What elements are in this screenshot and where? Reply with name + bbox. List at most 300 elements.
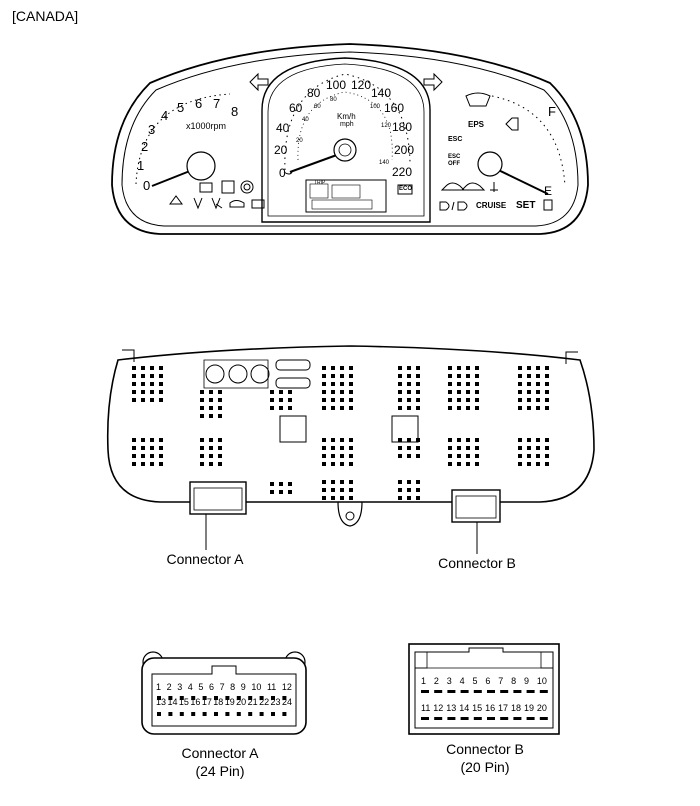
fuel-empty-label: E — [544, 184, 553, 198]
pin-number: 7 — [219, 682, 225, 692]
circuit-dot — [466, 382, 470, 386]
circuit-dot — [288, 390, 292, 394]
circuit-dot — [518, 454, 522, 458]
circuit-dot — [141, 438, 145, 442]
circuit-dot — [132, 398, 136, 402]
connector-b-body — [409, 644, 559, 734]
circuit-dot — [457, 438, 461, 442]
circuit-dot — [141, 454, 145, 458]
circuit-dot — [218, 390, 222, 394]
circuit-dot — [150, 398, 154, 402]
circuit-dot — [340, 462, 344, 466]
circuit-dot — [536, 446, 540, 450]
speedometer-hub — [334, 139, 356, 161]
circuit-dot — [218, 406, 222, 410]
fuel-full-label: F — [548, 104, 556, 119]
pin-slot — [225, 712, 229, 716]
pin-number: 6 — [208, 682, 214, 692]
pin-slot — [180, 696, 184, 700]
circuit-dot — [132, 366, 136, 370]
circuit-dot — [448, 454, 452, 458]
speed-tick-label: 120 — [351, 78, 372, 92]
circuit-dot — [457, 374, 461, 378]
circuit-dot — [457, 454, 461, 458]
circuit-dot — [141, 390, 145, 394]
pin-slot — [191, 712, 195, 716]
circuit-dot — [322, 382, 326, 386]
circuit-dot — [416, 390, 420, 394]
pin-slot — [527, 690, 535, 693]
circuit-dot — [448, 366, 452, 370]
tach-tick-label: 6 — [195, 96, 203, 111]
pin-slot — [447, 690, 455, 693]
circuit-dot — [448, 374, 452, 378]
circuit-dot — [322, 406, 326, 410]
pin-slot — [260, 712, 264, 716]
pin-number: 18 — [511, 703, 522, 713]
pin-number: 23 — [270, 697, 281, 707]
speed-tick-label: 80 — [307, 86, 321, 100]
circuit-dot — [466, 454, 470, 458]
pin-number: 20 — [536, 703, 547, 713]
circuit-dot — [331, 496, 335, 500]
circuit-dot — [448, 398, 452, 402]
circuit-dot — [331, 406, 335, 410]
pin-slot — [540, 690, 548, 693]
pin-slot — [168, 712, 172, 716]
esc-label: ESC — [448, 136, 463, 143]
circuit-dot — [448, 438, 452, 442]
circuit-dot — [398, 454, 402, 458]
pin-number: 5 — [472, 676, 478, 686]
circuit-dot — [536, 366, 540, 370]
circuit-dot — [398, 382, 402, 386]
esc-off-label-line1: ESC — [448, 154, 461, 160]
connector-b-subtitle: (20 Pin) — [460, 759, 510, 775]
eco-label: ECO — [399, 186, 413, 192]
pin-number: 19 — [224, 697, 235, 707]
circuit-dot — [518, 446, 522, 450]
circuit-dot — [545, 438, 549, 442]
circuit-dot — [279, 482, 283, 486]
circuit-dot — [218, 414, 222, 418]
circuit-dot — [349, 406, 353, 410]
pin-number: 8 — [511, 676, 517, 686]
circuit-dot — [416, 496, 420, 500]
circuit-dot — [209, 414, 213, 418]
pin-number: 4 — [187, 682, 193, 692]
circuit-dot — [398, 390, 402, 394]
circuit-dot — [340, 390, 344, 394]
circuit-dot — [475, 366, 479, 370]
circuit-dot — [475, 374, 479, 378]
circuit-dot — [545, 406, 549, 410]
circuit-dot — [466, 390, 470, 394]
circuit-dot — [536, 382, 540, 386]
circuit-dot — [159, 438, 163, 442]
circuit-dot — [398, 496, 402, 500]
pin-number: 20 — [236, 697, 247, 707]
pin-number: 16 — [190, 697, 201, 707]
pin-slot — [434, 690, 442, 693]
circuit-dot — [398, 446, 402, 450]
tach-tick-label: 2 — [141, 139, 149, 154]
speed-tick-label: 40 — [276, 121, 290, 135]
circuit-dot — [448, 462, 452, 466]
pin-number: 9 — [240, 682, 246, 692]
pin-slot — [474, 690, 482, 693]
circuit-dot — [322, 496, 326, 500]
circuit-dot — [416, 374, 420, 378]
pin-number: 10 — [536, 676, 547, 686]
circuit-dot — [150, 454, 154, 458]
circuit-dot — [331, 382, 335, 386]
pin-slot — [447, 717, 455, 720]
circuit-dot — [322, 488, 326, 492]
circuit-dot — [322, 390, 326, 394]
circuit-dot — [349, 496, 353, 500]
circuit-dot — [322, 480, 326, 484]
circuit-dot — [331, 454, 335, 458]
circuit-dot — [200, 446, 204, 450]
circuit-dot — [398, 398, 402, 402]
circuit-dot — [340, 488, 344, 492]
circuit-dot — [279, 398, 283, 402]
circuit-dot — [159, 446, 163, 450]
pin-number: 16 — [485, 703, 496, 713]
circuit-dot — [340, 398, 344, 402]
circuit-dot — [518, 438, 522, 442]
circuit-dot — [218, 446, 222, 450]
pin-number: 8 — [230, 682, 236, 692]
pin-slot — [157, 696, 161, 700]
tach-tick-label: 5 — [177, 100, 185, 115]
pin-slot — [271, 696, 275, 700]
circuit-dot — [407, 390, 411, 394]
pin-number: 11 — [266, 682, 277, 692]
circuit-dot — [398, 406, 402, 410]
circuit-dot — [141, 398, 145, 402]
pin-slot — [527, 717, 535, 720]
circuit-dot — [545, 446, 549, 450]
circuit-dot — [466, 374, 470, 378]
circuit-dot — [545, 382, 549, 386]
circuit-dot — [132, 390, 136, 394]
cluster-rear-view — [0, 330, 700, 570]
connector-a-face — [130, 640, 310, 740]
circuit-dot — [536, 462, 540, 466]
circuit-dot — [466, 366, 470, 370]
circuit-dot — [466, 438, 470, 442]
circuit-dot — [209, 446, 213, 450]
pin-slot — [282, 696, 286, 700]
circuit-dot — [536, 398, 540, 402]
pin-slot — [237, 712, 241, 716]
circuit-dot — [270, 406, 274, 410]
pin-slot — [513, 690, 521, 693]
circuit-dot — [279, 490, 283, 494]
circuit-dot — [457, 398, 461, 402]
circuit-dot — [279, 406, 283, 410]
circuit-dot — [209, 462, 213, 466]
circuit-dot — [340, 438, 344, 442]
circuit-dot — [349, 488, 353, 492]
tachometer-hub — [187, 152, 215, 180]
circuit-dot — [527, 390, 531, 394]
pin-slot — [500, 690, 508, 693]
circuit-dot — [141, 382, 145, 386]
circuit-dot — [457, 406, 461, 410]
circuit-dot — [457, 390, 461, 394]
pin-number: 6 — [485, 676, 491, 686]
circuit-dot — [150, 438, 154, 442]
circuit-dot — [340, 406, 344, 410]
pin-slot — [500, 717, 508, 720]
circuit-dot — [322, 462, 326, 466]
connector-b-face — [405, 640, 565, 740]
circuit-dot — [349, 438, 353, 442]
circuit-dot — [448, 382, 452, 386]
circuit-dot — [475, 406, 479, 410]
circuit-dot — [518, 406, 522, 410]
circuit-dot — [270, 390, 274, 394]
tach-tick-label: 4 — [161, 108, 169, 123]
pin-number: 2 — [166, 682, 172, 692]
circuit-dot — [407, 496, 411, 500]
tach-tick-label: 3 — [148, 122, 156, 137]
rear-connector-a — [190, 482, 246, 514]
circuit-dot — [349, 374, 353, 378]
pin-number: 17 — [498, 703, 509, 713]
circuit-dot — [340, 382, 344, 386]
circuit-dot — [349, 454, 353, 458]
circuit-dot — [475, 390, 479, 394]
circuit-dot — [407, 438, 411, 442]
pin-number: 21 — [247, 697, 258, 707]
circuit-dot — [340, 480, 344, 484]
pin-number: 1 — [156, 682, 162, 692]
pin-number: 17 — [201, 697, 212, 707]
speed-inner-tick-label: 40 — [302, 117, 309, 123]
pin-number: 5 — [198, 682, 204, 692]
circuit-dot — [270, 490, 274, 494]
circuit-dot — [527, 366, 531, 370]
circuit-dot — [340, 454, 344, 458]
circuit-dot — [159, 374, 163, 378]
tach-tick-label: 1 — [137, 158, 145, 173]
circuit-dot — [416, 454, 420, 458]
circuit-dot — [349, 390, 353, 394]
circuit-dot — [159, 454, 163, 458]
circuit-dot — [200, 454, 204, 458]
pin-slot — [157, 712, 161, 716]
circuit-dot — [457, 462, 461, 466]
circuit-dot — [141, 366, 145, 370]
connector-a-subtitle: (24 Pin) — [195, 763, 245, 779]
pin-slot — [203, 696, 207, 700]
circuit-dot — [322, 438, 326, 442]
circuit-dot — [398, 480, 402, 484]
pin-number: 22 — [259, 697, 270, 707]
circuit-dot — [398, 366, 402, 370]
speed-inner-tick-label: 120 — [381, 123, 392, 129]
circuit-dot — [527, 398, 531, 402]
circuit-dot — [416, 446, 420, 450]
circuit-dot — [209, 398, 213, 402]
circuit-dot — [407, 480, 411, 484]
tach-tick-label: 0 — [143, 178, 151, 193]
circuit-dot — [141, 462, 145, 466]
circuit-dot — [475, 454, 479, 458]
circuit-dot — [466, 398, 470, 402]
circuit-dot — [322, 398, 326, 402]
speed-tick-label: 100 — [326, 78, 347, 92]
circuit-dot — [331, 488, 335, 492]
circuit-dot — [200, 414, 204, 418]
set-label: SET — [516, 200, 536, 211]
speed-inner-tick-label: 20 — [296, 138, 303, 144]
circuit-dot — [150, 390, 154, 394]
circuit-dot — [416, 366, 420, 370]
connector-b-title: Connector B — [446, 741, 524, 757]
pin-slot — [474, 717, 482, 720]
speed-tick-label: 220 — [392, 165, 413, 179]
pin-slot — [421, 690, 429, 693]
pin-number: 14 — [167, 697, 178, 707]
pin-number: 12 — [433, 703, 444, 713]
circuit-dot — [457, 366, 461, 370]
circuit-dot — [536, 374, 540, 378]
circuit-dot — [518, 390, 522, 394]
circuit-dot — [536, 390, 540, 394]
circuit-dot — [545, 374, 549, 378]
circuit-dot — [416, 488, 420, 492]
circuit-dot — [331, 480, 335, 484]
circuit-dot — [466, 406, 470, 410]
circuit-dot — [288, 406, 292, 410]
pin-number: 15 — [472, 703, 483, 713]
circuit-dot — [518, 398, 522, 402]
circuit-dot — [209, 438, 213, 442]
circuit-dot — [448, 406, 452, 410]
circuit-dot — [518, 382, 522, 386]
circuit-dot — [331, 390, 335, 394]
circuit-dot — [527, 406, 531, 410]
circuit-dot — [159, 366, 163, 370]
circuit-dot — [527, 374, 531, 378]
circuit-dot — [407, 366, 411, 370]
circuit-dot — [322, 374, 326, 378]
pin-number: 9 — [524, 676, 530, 686]
circuit-dot — [475, 438, 479, 442]
circuit-dot — [159, 382, 163, 386]
rear-connector-b — [452, 490, 500, 522]
circuit-dot — [331, 462, 335, 466]
speed-tick-label: 200 — [394, 143, 415, 157]
circuit-dot — [475, 446, 479, 450]
circuit-dot — [340, 374, 344, 378]
pin-slot — [513, 717, 521, 720]
circuit-dot — [545, 462, 549, 466]
pin-number: 10 — [251, 682, 262, 692]
pin-slot — [487, 690, 495, 693]
circuit-dot — [536, 406, 540, 410]
tach-unit-label: x1000rpm — [186, 121, 227, 131]
pin-slot — [225, 696, 229, 700]
circuit-dot — [407, 398, 411, 402]
circuit-dot — [150, 382, 154, 386]
pin-slot — [203, 712, 207, 716]
pin-number: 15 — [178, 697, 189, 707]
circuit-dot — [218, 438, 222, 442]
pin-number: 1 — [421, 676, 427, 686]
circuit-dot — [141, 446, 145, 450]
pin-slot — [271, 712, 275, 716]
pin-slot — [461, 690, 469, 693]
rear-mounting-tab — [338, 502, 362, 526]
circuit-dot — [457, 382, 461, 386]
circuit-dot — [466, 462, 470, 466]
circuit-dot — [159, 462, 163, 466]
rear-connector-b-label: Connector B — [438, 555, 516, 571]
pin-slot — [237, 696, 241, 700]
circuit-dot — [322, 446, 326, 450]
circuit-dot — [200, 406, 204, 410]
circuit-dot — [545, 366, 549, 370]
circuit-dot — [288, 490, 292, 494]
circuit-dot — [218, 462, 222, 466]
circuit-dot — [132, 446, 136, 450]
pin-number: 3 — [177, 682, 183, 692]
circuit-dot — [518, 462, 522, 466]
circuit-dot — [349, 398, 353, 402]
pin-slot — [487, 717, 495, 720]
circuit-dot — [545, 398, 549, 402]
circuit-dot — [200, 390, 204, 394]
circuit-dot — [340, 496, 344, 500]
speed-tick-label: 140 — [371, 86, 392, 100]
pin-number: 4 — [459, 676, 465, 686]
circuit-dot — [466, 446, 470, 450]
circuit-dot — [448, 446, 452, 450]
circuit-dot — [331, 366, 335, 370]
circuit-dot — [331, 438, 335, 442]
speed-tick-label: 160 — [384, 101, 405, 115]
pin-slot — [180, 712, 184, 716]
pin-slot — [421, 717, 429, 720]
pin-slot — [214, 696, 218, 700]
circuit-dot — [279, 390, 283, 394]
pin-slot — [168, 696, 172, 700]
circuit-dot — [349, 446, 353, 450]
pin-number: 13 — [446, 703, 457, 713]
circuit-dot — [209, 406, 213, 410]
circuit-dot — [150, 366, 154, 370]
circuit-dot — [527, 454, 531, 458]
cruise-label: CRUISE — [476, 201, 507, 210]
circuit-dot — [270, 482, 274, 486]
speed-tick-label: 60 — [289, 101, 303, 115]
circuit-dot — [416, 382, 420, 386]
circuit-dot — [132, 374, 136, 378]
circuit-dot — [150, 374, 154, 378]
circuit-dot — [457, 446, 461, 450]
circuit-dot — [527, 382, 531, 386]
circuit-dot — [159, 390, 163, 394]
lcd-trip-label: TRIP — [314, 180, 326, 186]
circuit-dot — [331, 446, 335, 450]
circuit-dot — [518, 366, 522, 370]
